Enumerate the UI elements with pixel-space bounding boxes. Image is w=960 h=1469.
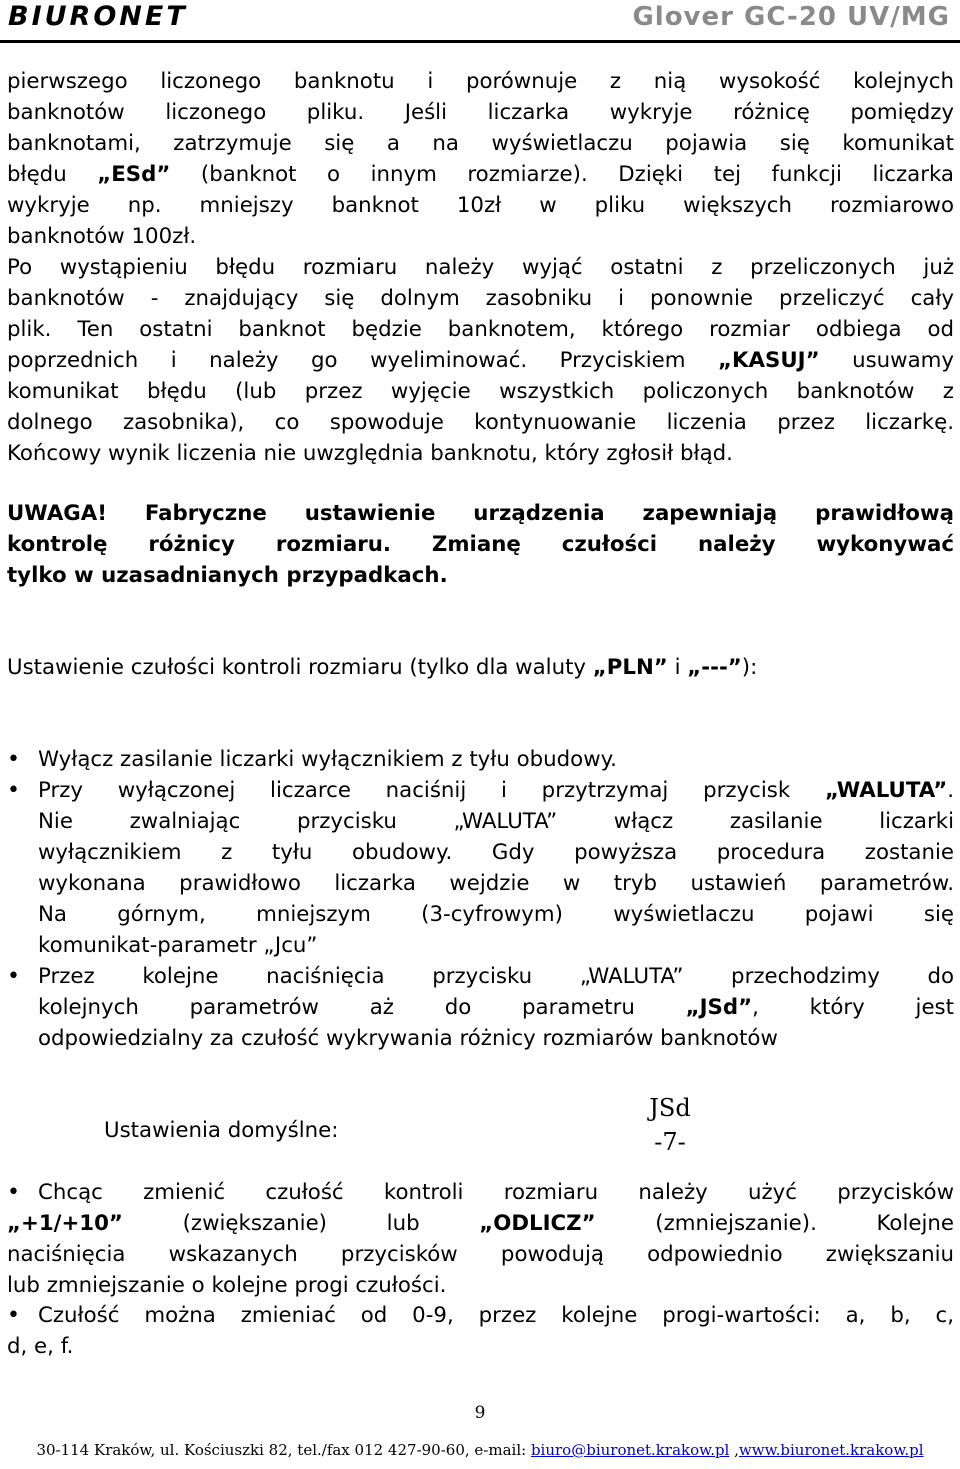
header-rule	[0, 40, 960, 43]
defaults-label: Ustawienia domyślne:	[104, 1118, 339, 1143]
defaults-param: JSd	[649, 1094, 691, 1122]
bullet-icon: •	[7, 778, 20, 803]
kasuj-key: „KASUJ”	[718, 348, 820, 373]
bullet-icon: •	[7, 1303, 20, 1328]
list-item: • Czułość można zmieniać od 0-9, przez kolejne progi-wartości: a, b, c, d, e, f.	[7, 1300, 954, 1362]
model-title: Glover GC-20 UV/MG	[632, 2, 950, 32]
company-logo: BIURONET	[8, 1, 188, 32]
section-heading: Ustawienie czułości kontroli rozmiaru (tylko dla waluty „PLN” i „---”):	[7, 655, 758, 680]
list-item: • Chcąc zmienić czułość kontroli rozmiaru należy użyć przycisków „+1/+10” (zwiększanie) lub „ODLICZ” (zmniejszanie). Kolejne naciśnięcia wskazanych przycisków powodują odpowiednio zwiększaniu lub zmniejszanie o kolejne progi czułości.	[7, 1177, 954, 1301]
paragraph-esd-intro: pierwszego liczonego banknotu i porównuje z nią wysokość kolejnych banknotów liczonego pliku. Jeśli liczarka wykryje różnicę pomiędzy banknotami, zatrzymuje się a na wyświetlaczu pojawia się komunikat błędu „ESd” (banknot o innym rozmiarze). Dzięki tej funkcji liczarka wykryje np. mniejszy banknot 10zł w pliku większych rozmiarowo banknotów 100zł.	[7, 69, 954, 249]
bullet-icon: •	[7, 747, 20, 772]
list-item: • Wyłącz zasilanie liczarki wyłącznikiem z tyłu obudowy.	[7, 744, 954, 775]
website-link[interactable]: www.biuronet.krakow.pl	[738, 1441, 924, 1459]
bullet-icon: •	[7, 964, 20, 989]
paragraph-error-handling: Po wystąpieniu błędu rozmiaru należy wyjąć ostatni z przeliczonych już banknotów - znajdujący się dolnym zasobniku i ponownie przeliczyć cały plik. Ten ostatni banknot będzie banknotem, którego rozmiar odbiega od poprzednich i należy go wyeliminować. Przyciskiem „KASUJ” usuwamy komunikat błędu (lub przez wyjęcie wszystkich policzonych banknotów z dolnego zasobnika), co spowoduje kontynuowanie liczenia przez liczarkę. Końcowy wynik liczenia nie uwzględnia banknotu, który zgłosił błąd.	[7, 255, 954, 466]
list-item: • Przy wyłączonej liczarce naciśnij i przytrzymaj przycisk „WALUTA”. Nie zwalniając przycisku „WALUTA” włącz zasilanie liczarki wyłącznikiem z tyłu obudowy. Gdy powyższa procedura zostanie wykonana prawidłowo liczarka wejdzie w tryb ustawień parametrów. Na górnym, mniejszym (3-cyfrowym) wyświetlaczu pojawi się komunikat-parametr „Jcu”	[7, 775, 954, 961]
defaults-value: -7-	[654, 1128, 686, 1156]
email-link[interactable]: biuro@biuronet.krakow.pl	[530, 1441, 730, 1459]
footer: 30-114 Kraków, ul. Kościuszki 82, tel./fax 012 427-90-60, e-mail: biuro@biuronet.krakow.pl ,www.biuronet.krakow.pl	[36, 1441, 924, 1459]
page-number: 9	[474, 1403, 486, 1423]
list-item: • Przez kolejne naciśnięcia przycisku „WALUTA” przechodzimy do kolejnych parametrów aż do parametru „JSd”, który jest odpowiedzialny za czułość wykrywania różnicy rozmiarów banknotów	[7, 961, 954, 1054]
bullet-icon: •	[7, 1180, 20, 1205]
esd-code: „ESd”	[97, 162, 171, 187]
warning-note: UWAGA! Fabryczne ustawienie urządzenia zapewniają prawidłową kontrolę różnicy rozmiaru. Zmianę czułości należy wykonywać tylko w uzasadnianych przypadkach.	[7, 501, 954, 588]
